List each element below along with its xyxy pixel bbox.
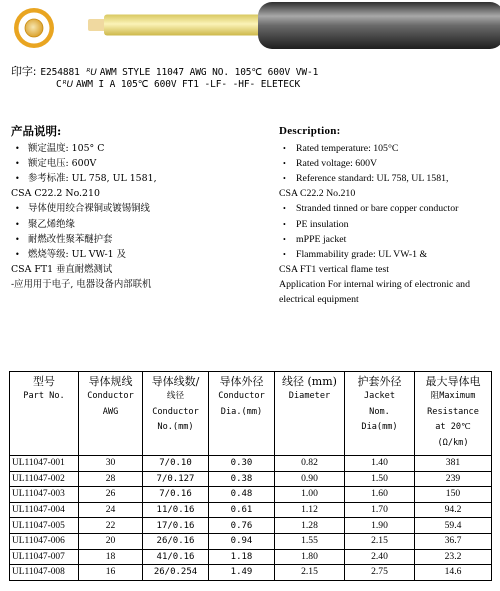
header-en-label: Part No. [23,391,65,401]
spec-text-line: Application For internal wiring of electronic and electrical equipment [279,278,470,306]
table-row [10,565,492,581]
header-en-label: Conductor [87,391,134,401]
table-cell: 0.38 [209,471,275,487]
table-cell: 1.60 [345,487,415,503]
header-en-label: AWG [102,406,119,417]
table-cell: 381 [415,456,492,472]
table-cell: 14.6 [415,565,492,581]
table-cell: 20 [79,533,143,549]
table-header-cell [143,372,209,456]
spec-bullet-item: • 额定温度: 105° C [11,141,271,156]
table-header-cell [209,372,275,456]
table-row [10,533,492,549]
spec-text-line: CSA FT1 垂直耐燃测试 [11,263,113,275]
table-header-cell [415,372,492,456]
table-cell: 26/0.254 [143,565,209,581]
table-cell: UL11047-004 [10,502,79,518]
cul-recognized-icon: ᴿU [62,80,73,90]
table-cell: UL11047-007 [10,549,79,565]
header-en-label: Conductor [152,406,199,417]
table-cell: 7/0.16 [143,487,209,503]
spec-text-line: CSA FT1 vertical flame test [279,263,389,275]
header-cn-label: 导体线数/ [151,375,200,388]
header-cn-label: 导体规线 [88,375,133,388]
table-cell: 1.12 [275,502,345,518]
table-cell: 1.55 [275,533,345,549]
table-body [10,456,492,581]
table-cell: 7/0.127 [143,471,209,487]
marking-text-1: AWM STYLE 11047 AWG NO. 105℃ 600V VW-1 [99,67,319,78]
table-cell: 41/0.16 [143,549,209,565]
header-cn-label: 护套外径 [357,375,402,388]
table-header-cell [10,372,79,456]
table-header-cell [275,372,345,456]
spec-bullet-item: • 导体使用绞合裸铜或镀锡铜线 [11,201,271,216]
spec-en-list [279,141,494,307]
table-cell: 0.48 [209,487,275,503]
header-en-label: Nom. [369,406,390,417]
table-cell: 18 [79,549,143,565]
table-row [10,471,492,487]
spec-bullet-item: • mPPE jacket [279,232,494,247]
table-cell: 1.00 [275,487,345,503]
marking-prefix: 印字: [11,65,37,78]
header-en-label: Dia(mm) [361,422,398,432]
table-cell: 1.28 [275,518,345,534]
spec-text-line: -应用用于电子, 电器设备内部联机 [11,278,152,290]
spec-bullet-item: • 额定电压: 600V [11,156,271,171]
spec-bullet-item: • PE insulation [279,217,494,232]
table-cell: 1.80 [275,549,345,565]
table-cell: UL11047-002 [10,471,79,487]
table-cell: 2.15 [345,533,415,549]
table-cell: 94.2 [415,502,492,518]
table-cell: 2.75 [345,565,415,581]
table-cell: 28 [79,471,143,487]
table-row [10,502,492,518]
table-cell: 1.70 [345,502,415,518]
spec-bullet-item: • 参考标准: UL 758, UL 1581, [11,171,271,186]
spec-en [279,124,494,307]
spec-bullet-item: • Rated temperature: 105°C [279,141,494,156]
table-cell: 150 [415,487,492,503]
table-cell: 1.18 [209,549,275,565]
spec-cn [11,124,271,292]
marking-c-prefix: C [56,79,62,90]
spec-bullet-item: • Reference standard: UL 758, UL 1581, [279,171,494,186]
spec-cn-list [11,141,271,292]
header-cn-label: 线径 (mm) [282,375,337,388]
table-header-cell [345,372,415,456]
table-header-cell [79,372,143,456]
table-cell: UL11047-005 [10,518,79,534]
insulation-layer [104,15,279,36]
spec-bullet-item: • Flammability grade: UL VW-1 & [279,247,494,262]
spec-table [9,371,492,581]
table-cell: UL11047-003 [10,487,79,503]
table-cell: 0.61 [209,502,275,518]
spec-cn-title: 产品说明: [11,124,62,138]
header-cn-label: 导体外径 [219,375,264,388]
header-en-label: (Ω/km) [437,437,469,448]
marking-file-no: E254881 [40,67,80,78]
spec-text-line: CSA C22.2 No.210 [279,188,356,200]
cross-section [14,8,54,48]
table-cell: 0.90 [275,471,345,487]
table-header-row [10,372,492,456]
table-cell: 59.4 [415,518,492,534]
header-en-label: Resistance [427,406,479,417]
table-cell: 2.40 [345,549,415,565]
spec-bullet-item: • 燃烧等级: UL VW-1 及 [11,247,271,262]
header-en-label: at 20℃ [435,422,471,432]
table-row [10,518,492,534]
header-en-label: Dia.(mm) [220,406,263,417]
table-row [10,487,492,503]
spec-bullet-item: • 聚乙烯绝缘 [11,217,271,232]
header-en-label: 阻Maximum [430,391,476,401]
table-cell: 26 [79,487,143,503]
table-cell: 0.82 [275,456,345,472]
table-cell: 26/0.16 [143,533,209,549]
header-cn-label: 型号 [33,375,55,388]
table-cell: 24 [79,502,143,518]
table-row [10,549,492,565]
table-cell: UL11047-001 [10,456,79,472]
table-cell: 0.94 [209,533,275,549]
table-cell: 0.30 [209,456,275,472]
table-cell: 239 [415,471,492,487]
table-cell: 22 [79,518,143,534]
table-cell: 1.40 [345,456,415,472]
table-cell: 1.90 [345,518,415,534]
table-cell: 11/0.16 [143,502,209,518]
table-cell: 1.49 [209,565,275,581]
header-en-label: No.(mm) [157,422,194,432]
header-en-label: 线径 [166,391,185,401]
header-en-label: Conductor [218,391,265,401]
table-cell: 23.2 [415,549,492,565]
spec-en-title: Description: [279,125,341,137]
table-cell: 17/0.16 [143,518,209,534]
jacket-layer [258,2,500,49]
table-cell: 30 [79,456,143,472]
marking-text-2: AWM I A 105℃ 600V FT1 -LF- -HF- ELETECK [75,79,301,90]
table-cell: 0.76 [209,518,275,534]
spec-text-line: CSA C22.2 No.210 [11,188,100,200]
spec-bullet-item: • 耐燃改性聚苯醚护套 [11,232,271,247]
header-en-label: Jacket [363,391,396,401]
header-cn-label: 最大导体电 [425,375,481,388]
ul-recognized-icon: ᴿU [86,68,97,78]
table-row [10,456,492,472]
table-cell: 2.15 [275,565,345,581]
marking-line-2 [56,79,300,90]
spec-bullet-item: • Rated voltage: 600V [279,156,494,171]
spec-bullet-item: • Stranded tinned or bare copper conductor [279,201,494,216]
marking-line-1 [11,63,318,79]
cable-illustration [0,0,500,58]
table-cell: 36.7 [415,533,492,549]
table-cell: 1.50 [345,471,415,487]
table-cell: UL11047-006 [10,533,79,549]
table-cell: 7/0.10 [143,456,209,472]
header-en-label: Diameter [288,391,331,401]
table-cell: UL11047-008 [10,565,79,581]
table-cell: 16 [79,565,143,581]
